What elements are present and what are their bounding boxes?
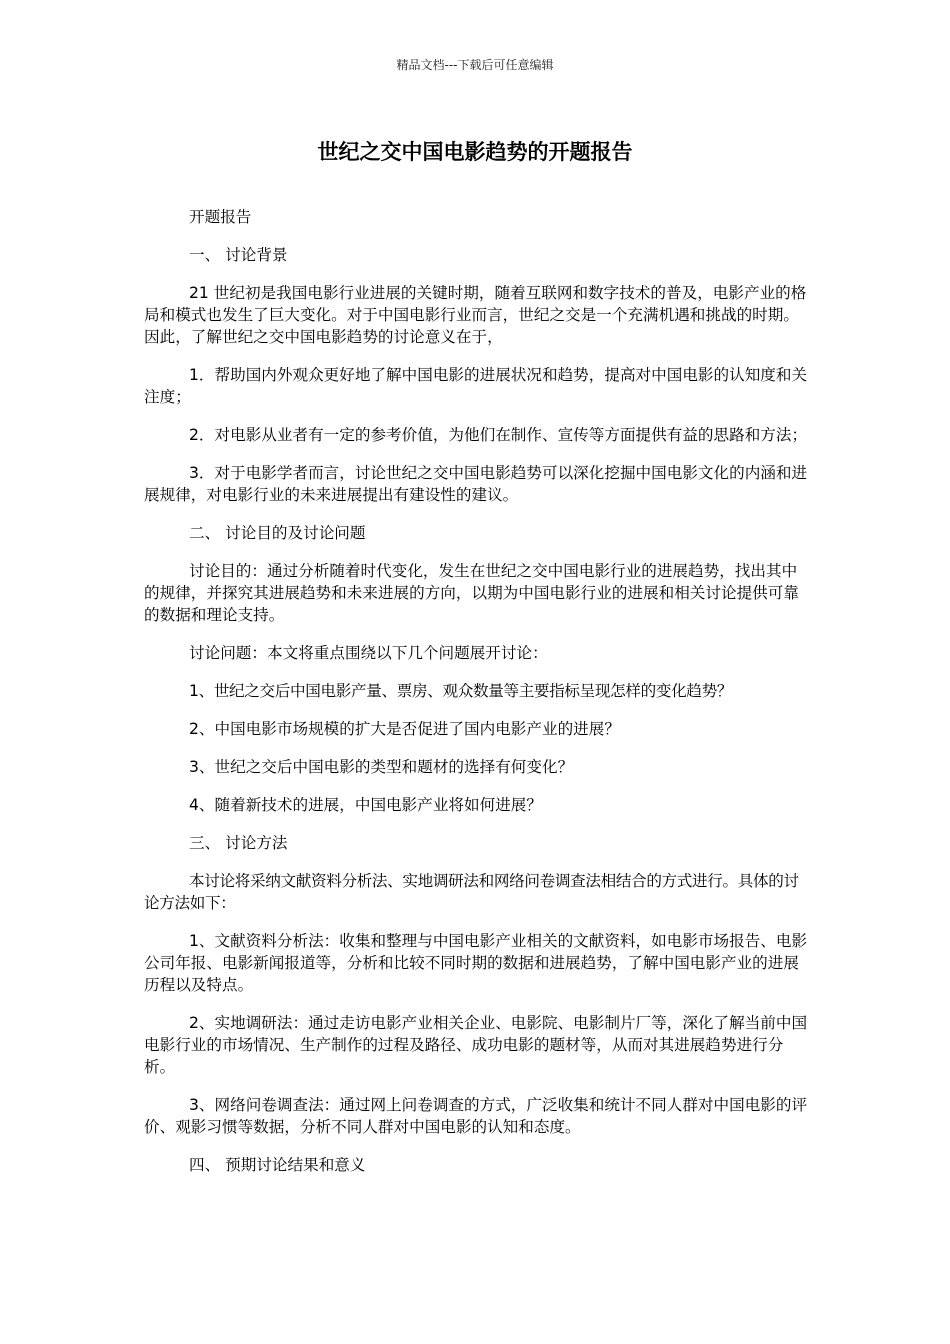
paragraph-background: 21 世纪初是我国电影行业进展的关键时期，随着互联网和数字技术的普及，电影产业的格局和模式也发生了巨大变化。对于中国电影行业而言，世纪之交是一个充满机遇和挑战的时期。因此，了解世纪之交中国电影趋势的讨论意义在于， bbox=[144, 284, 807, 346]
section-heading-background: 一、 讨论背景 bbox=[189, 246, 288, 264]
method-item-field-research: 2、实地调研法：通过走访电影产业相关企业、电影院、电影制片厂等，深化了解当前中国电影行业的市场情况、生产制作的过程及路径、成功电影的题材等，从而对其进展趋势进行分析。 bbox=[144, 1014, 808, 1076]
section-heading-method: 三、 讨论方法 bbox=[189, 834, 288, 852]
paragraph-significance-1: 1．帮助国内外观众更好地了解中国电影的进展状况和趋势，提高对中国电影的认知度和关注度； bbox=[144, 366, 808, 406]
paragraph-purpose: 讨论目的：通过分析随着时代变化，发生在世纪之交中国电影行业的进展趋势，找出其中的规律，并探究其进展趋势和未来进展的方向，以期为中国电影行业的进展和相关讨论提供可靠的数据和理论支持。 bbox=[144, 562, 799, 624]
paragraph-significance-3: 3．对于电影学者而言，讨论世纪之交中国电影趋势可以深化挖掘中国电影文化的内涵和进展规律，对电影行业的未来进展提出有建设性的建议。 bbox=[144, 464, 808, 504]
question-item-4: 4、随着新技术的进展，中国电影产业将如何进展？ bbox=[189, 796, 542, 814]
question-item-3: 3、世纪之交后中国电影的类型和题材的选择有何变化？ bbox=[189, 758, 574, 776]
question-item-1: 1、世纪之交后中国电影产量、票房、观众数量等主要指标呈现怎样的变化趋势？ bbox=[189, 682, 733, 700]
paragraph-method-intro: 本讨论将采纳文献资料分析法、实地调研法和网络问卷调查法相结合的方式进行。具体的讨论方法如下： bbox=[144, 872, 799, 912]
section-heading-purpose: 二、 讨论目的及讨论问题 bbox=[189, 524, 366, 542]
section-heading-expected-results: 四、 预期讨论结果和意义 bbox=[189, 1156, 366, 1174]
subtitle-opening-report: 开题报告 bbox=[189, 208, 252, 226]
page-header-note: 精品文档---下载后可任意编辑 bbox=[396, 58, 554, 72]
question-item-2: 2、中国电影市场规模的扩大是否促进了国内电影产业的进展？ bbox=[189, 720, 620, 738]
method-item-online-survey: 3、网络问卷调查法：通过网上问卷调查的方式，广泛收集和统计不同人群对中国电影的评价、观影习惯等数据，分析不同人群对中国电影的认知和态度。 bbox=[144, 1096, 808, 1136]
document-body bbox=[144, 206, 809, 1192]
paragraph-significance-2: 2．对电影从业者有一定的参考价值，为他们在制作、宣传等方面提供有益的思路和方法； bbox=[189, 426, 808, 444]
document-title: 世纪之交中国电影趋势的开题报告 bbox=[317, 140, 633, 164]
paragraph-questions-intro: 讨论问题：本文将重点围绕以下几个问题展开讨论： bbox=[189, 644, 548, 662]
method-item-literature: 1、文献资料分析法：收集和整理与中国电影产业相关的文献资料，如电影市场报告、电影公司年报、电影新闻报道等，分析和比较不同时期的数据和进展趋势，了解中国电影产业的进展历程以及特点。 bbox=[144, 932, 808, 994]
